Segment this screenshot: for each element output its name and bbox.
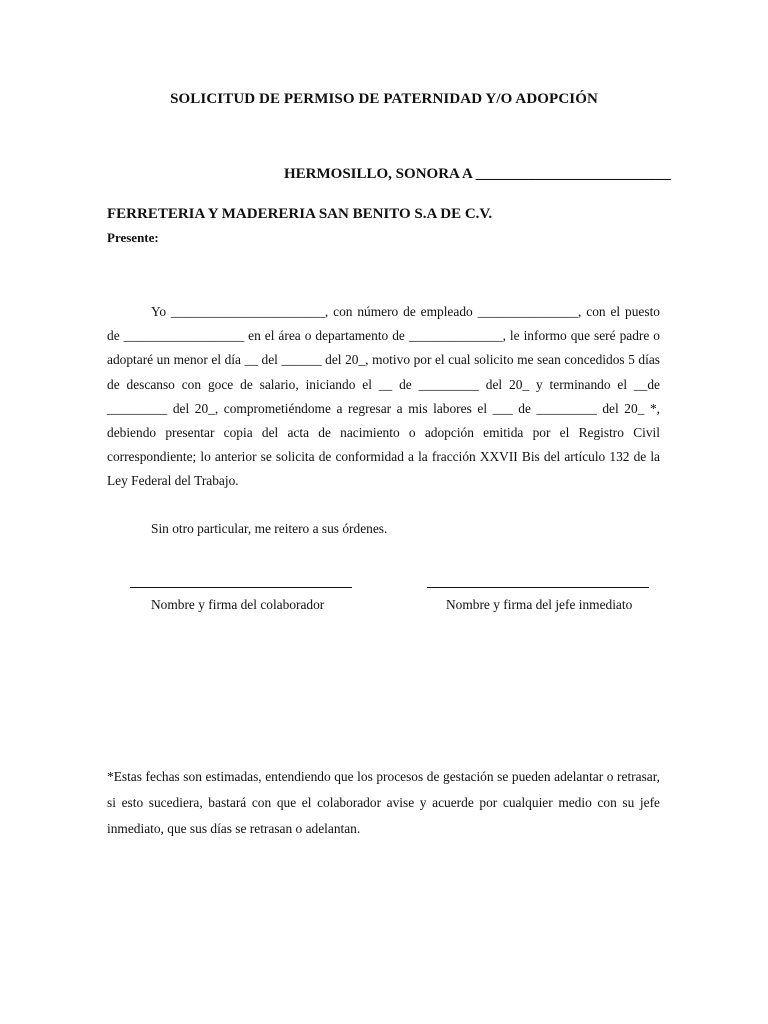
employee-signature-line xyxy=(130,587,352,588)
employee-signature-label: Nombre y firma del colaborador xyxy=(151,597,325,612)
footnote: *Estas fechas son estimadas, entendiendo que los procesos de gestación se pueden adelantar o retrasar, si esto sucediera, bastará con que el colaborador avise y acuerde por cualquier medio con su jefe inmediato, que sus días se retrasan o adelantan. xyxy=(107,769,660,836)
supervisor-signature-label: Nombre y firma del jefe inmediato xyxy=(446,597,633,612)
salutation: Presente: xyxy=(107,230,159,245)
closing-line: Sin otro particular, me reitero a sus órdenes. xyxy=(151,521,388,536)
document-title: SOLICITUD DE PERMISO DE PATERNIDAD Y/O ADOPCIÓN xyxy=(170,91,598,107)
supervisor-signature-line xyxy=(427,587,649,588)
location-date-line: HERMOSILLO, SONORA A __________________________ xyxy=(284,166,671,182)
company-name: FERRETERIA Y MADERERIA SAN BENITO S.A DE C.V. xyxy=(107,206,493,222)
request-body-paragraph: Yo _______________________, con número de empleado _______________, con el puesto de __________________ en el área o departamento de ______________, le informo que seré padre o adoptaré un menor el día __ del ______ del 20_, motivo por el cual solicito me sean concedidos 5 días de descanso con goce de salario, iniciando el __ de _________ del 20_ y terminando el __de _________ del 20_, comprometiéndome a regresar a mis labores el ___ de _________ del 20_ *, debiendo presentar copia del acta de nacimiento o adopción emitida por el Registro Civil correspondiente; lo anterior se solicita de conformidad a la fracción XXVII Bis del artículo 132 de la Ley Federal del Trabajo. xyxy=(107,304,660,489)
